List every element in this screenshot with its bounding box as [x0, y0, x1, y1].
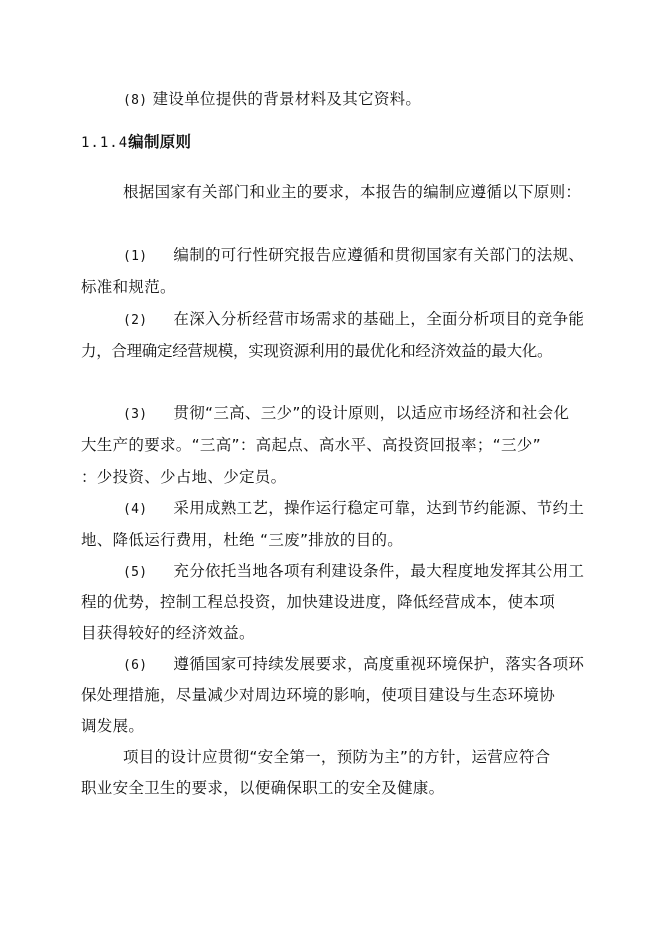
principle-3-marker: (3)	[123, 407, 148, 422]
principle-3-line-1	[123, 403, 569, 425]
principle-5-marker: (5)	[123, 565, 148, 580]
section-number: 1.1.4	[81, 135, 129, 151]
principle-4-line-1	[123, 498, 584, 520]
principle-6-text: 遵循国家可持续发展要求，高度重视环境保护，落实各项环	[173, 655, 585, 673]
section-title: 编制原则	[128, 133, 192, 151]
principle-2-line-2: 力，合理确定经营规模，实现资源利用的最优化和经济效益的最大化。	[81, 342, 553, 360]
item-8-text: 建设单位提供的背景材料及其它资料。	[152, 90, 422, 108]
principle-6-marker: (6)	[123, 658, 148, 673]
principle-5-line-1	[123, 561, 584, 583]
principle-1-marker: (1)	[123, 249, 148, 264]
principle-6-line-3: 调发展。	[81, 717, 145, 735]
principle-2-text: 在深入分析经营市场需求的基础上，全面分析项目的竞争能	[173, 310, 585, 328]
principle-2-line-1	[123, 309, 584, 331]
principle-6-line-2: 保处理措施，尽量减少对周边环境的影响，使项目建设与生态环境协	[81, 686, 556, 704]
principle-1-line-2: 标准和规范。	[81, 278, 176, 296]
principle-3-text: 贯彻“三高、三少”的设计原则，以适应市场经济和社会化	[173, 404, 570, 422]
principle-5-text: 充分依托当地各项有利建设条件，最大程度地发挥其公用工	[173, 562, 585, 580]
principle-3-line-3: ：少投资、少占地、少定员。	[81, 468, 287, 486]
principle-4-marker: (4)	[123, 502, 148, 517]
closing-line-2: 职业安全卫生的要求，以便确保职工的安全及健康。	[81, 779, 445, 797]
principle-4-text: 采用成熟工艺，操作运行稳定可靠，达到节约能源、节约土	[173, 499, 585, 517]
closing-line-1: 项目的设计应贯彻“安全第一，预防为主”的方针，运营应符合	[123, 748, 551, 766]
principle-5-line-3: 目获得较好的经济效益。	[81, 624, 255, 642]
principle-6-line-1	[123, 654, 584, 676]
principle-1-line-1	[123, 245, 585, 267]
item-8	[123, 89, 421, 111]
principle-3-line-2: 大生产的要求。“三高”：高起点、高水平、高投资回报率；“三少”	[81, 436, 541, 454]
item-8-marker: (8)	[123, 93, 148, 108]
principle-4-line-2: 地、降低运行费用，杜绝 “三废”排放的目的。	[81, 531, 404, 549]
principle-1-text: 编制的可行性研究报告应遵循和贯彻国家有关部门的法规、	[173, 246, 585, 264]
principle-5-line-2: 程的优势，控制工程总投资，加快建设进度，降低经营成本，使本项	[81, 593, 556, 611]
section-heading	[81, 132, 191, 153]
principle-2-marker: (2)	[123, 313, 148, 328]
intro-paragraph: 根据国家有关部门和业主的要求，本报告的编制应遵循以下原则：	[123, 183, 582, 201]
